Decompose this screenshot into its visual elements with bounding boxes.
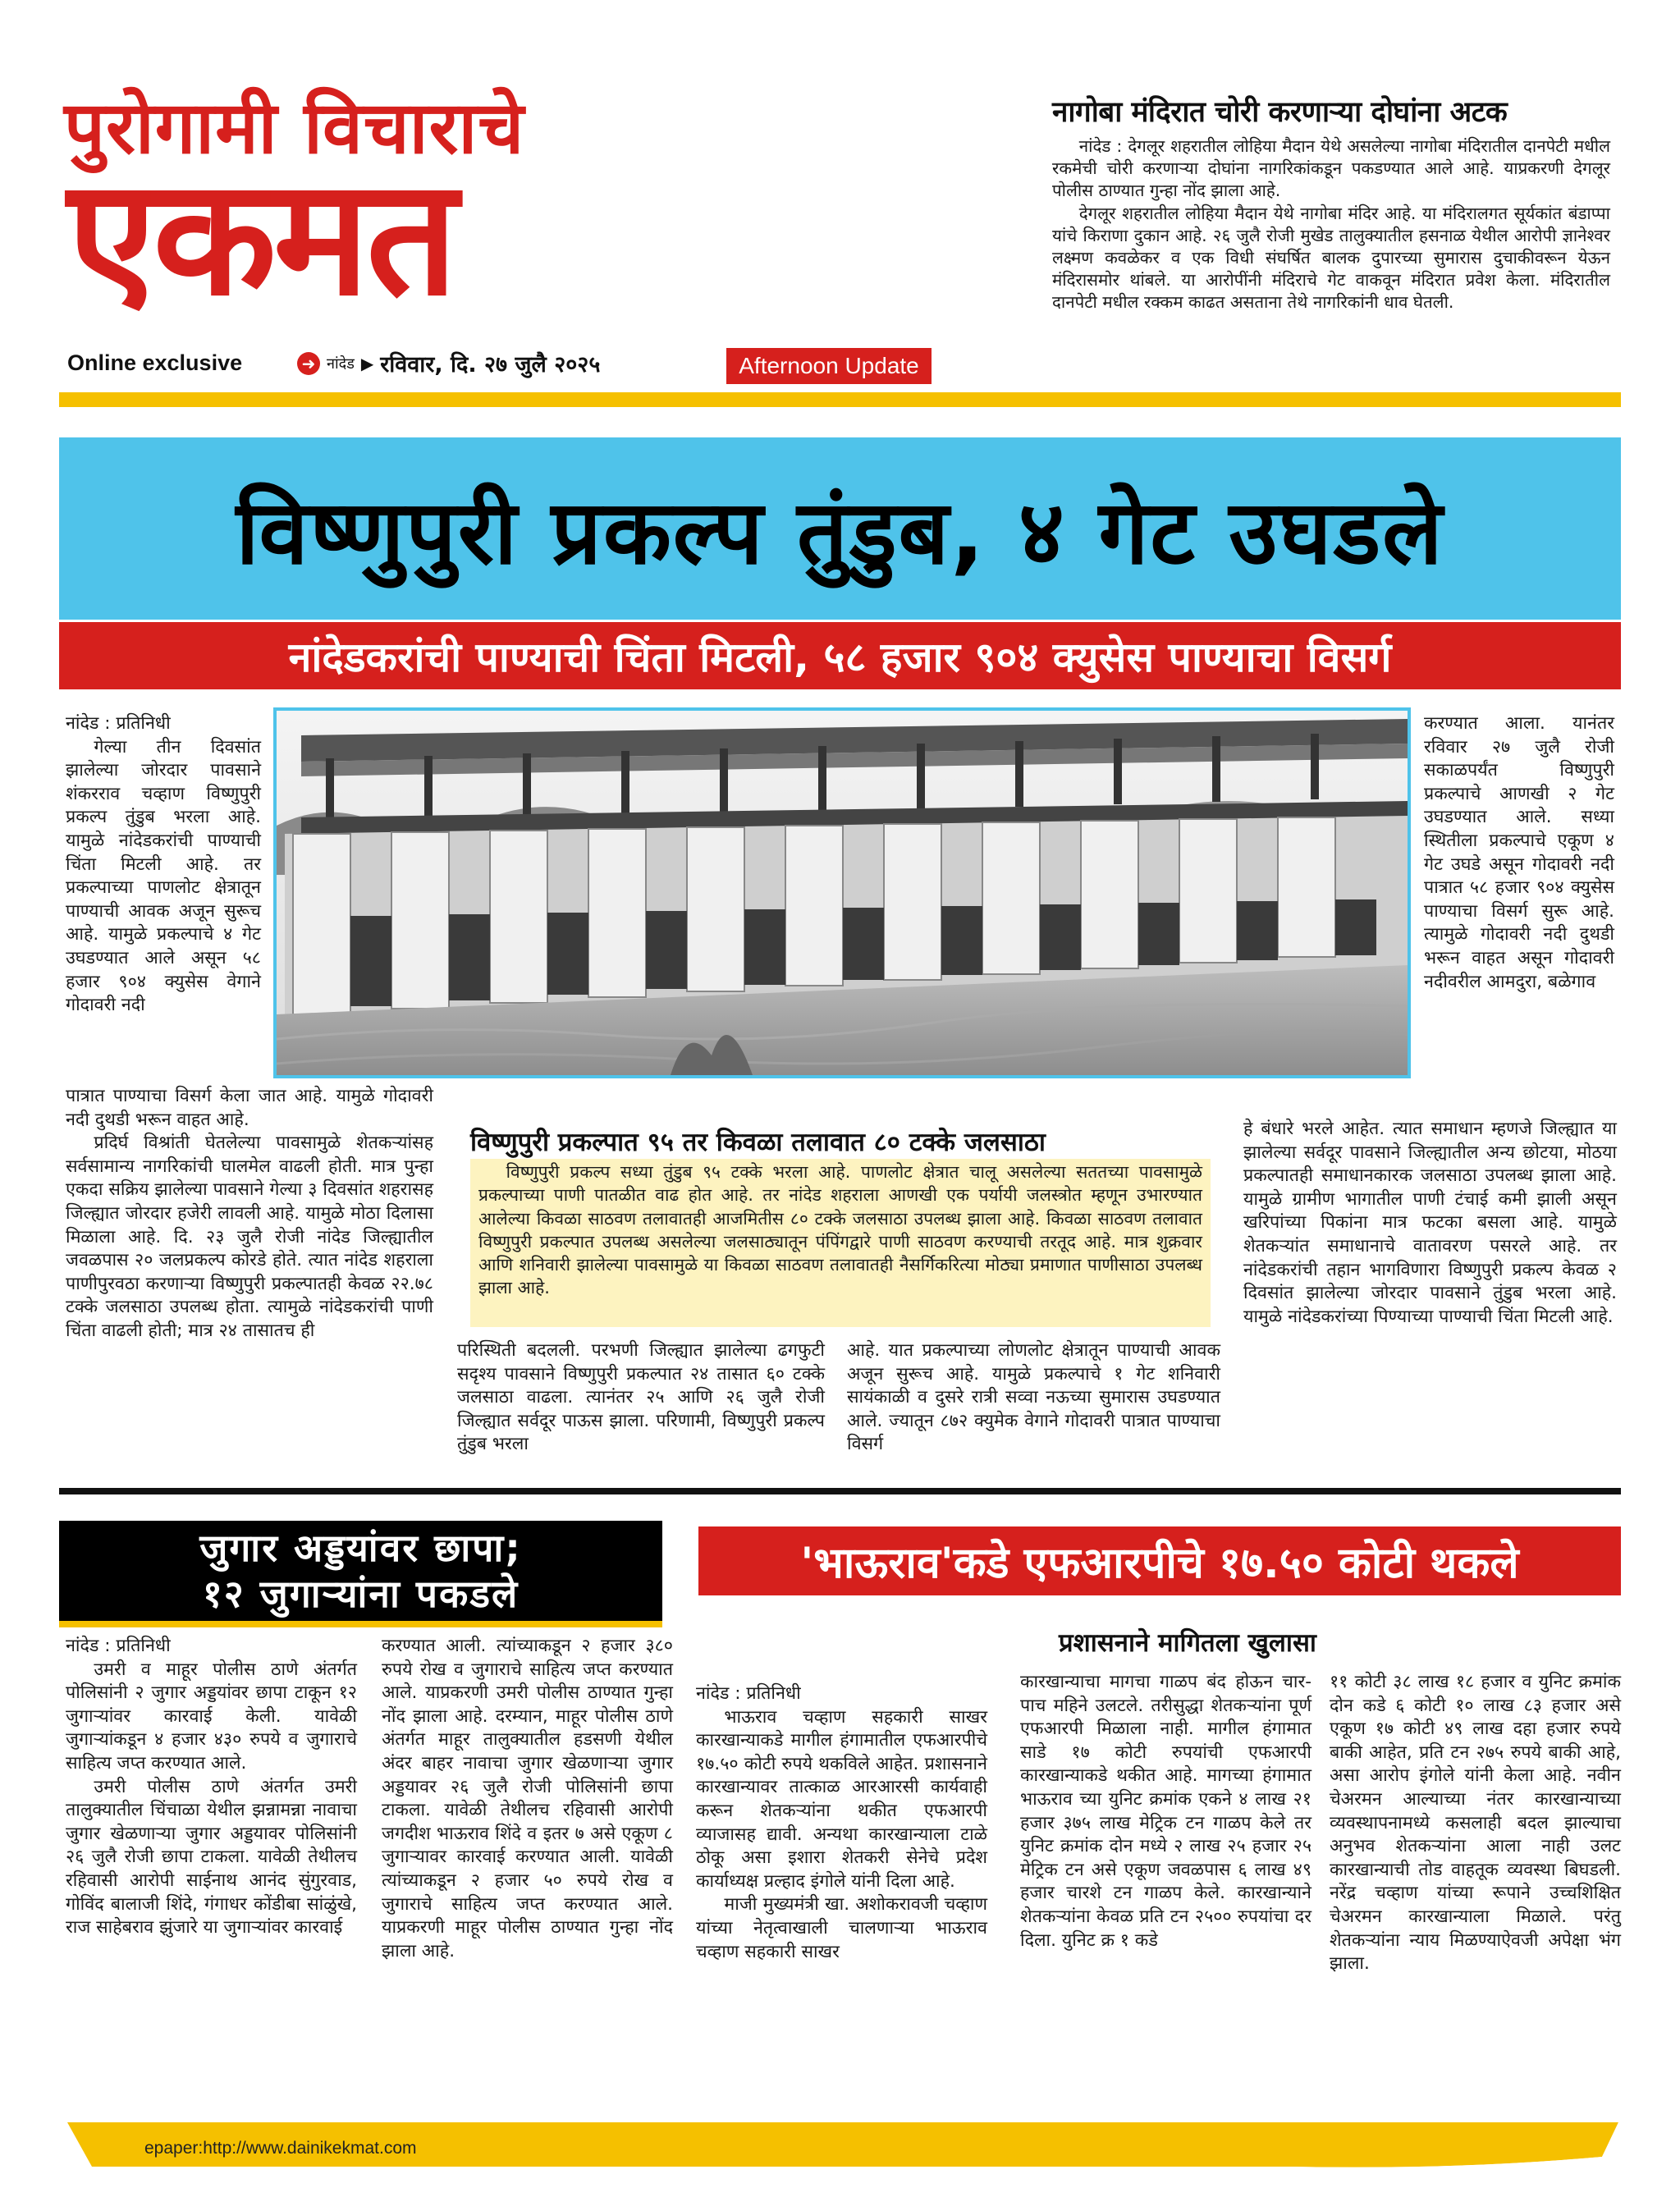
- section-divider: [59, 1488, 1621, 1494]
- dam-photo: [273, 707, 1411, 1078]
- main-col-left-wide: [66, 1085, 433, 1343]
- main-col-mid-2-text: आहे. यात प्रकल्पाच्या लोणलोट क्षेत्रातून पाण्याची आवक अजून सुरूच आहे. यामुळे प्रकल्पाचे १ गेट शनिवारी सायंकाळी व दुसरे रात्री सव्वा नऊच्या सुमारास उघडण्यात आले. ज्यातून ८७२ क्युमेक वेगाने गोदावरी पात्रात पाण्याचा विसर्ग: [847, 1340, 1220, 1455]
- gambling-col-2: [382, 1635, 673, 1963]
- gambling-byline: नांदेड : प्रतिनिधी: [66, 1636, 171, 1656]
- footer-url[interactable]: epaper:http://www.dainikekmat.com: [144, 2139, 417, 2158]
- bhaurao-headline-box: [698, 1526, 1621, 1595]
- bhaurao-headline: 'भाऊराव'कडे एफआरपीचे १७.५० कोटी थकले: [800, 1538, 1519, 1588]
- masthead-tagline: पुरोगामी विचाराचे: [64, 85, 525, 170]
- bhaurao-col-2: [1020, 1671, 1311, 1952]
- bhaurao-col-1b-text: माजी मुख्यमंत्री खा. अशोकरावजी चव्हाण यांच्या नेतृत्वाखाली चालणाऱ्या भाऊराव चव्हाण सहकारी साखर: [696, 1894, 987, 1962]
- gambling-col-2-text: करण्यात आली. त्यांच्याकडून २ हजार ३८० रुपये रोख व जुगाराचे साहित्य जप्त करण्यात आले. याप्रकरणी उमरी पोलीस ठाण्यात गुन्हा नोंद झाला आहे. दरम्यान, माहूर पोलीस ठाणे अंतर्गत माहूर तालुक्यातील हडसणी येथील अंदर बाहर नावाचा जुगार खेळणाऱ्या जुगार अड्डयावर २६ जुलै रोजी पोलिसांनी छापा टाकला. यावेळी तेथीलच रहिवासी आरोपी जगदीश भाऊराव शिंदे व इतर ७ असे एकूण ८ जुगाऱ्यावर कारवाई करण्यात आली. यावेळी त्यांच्याकडून २ हजार ५० रुपये रोख व जुगाराचे साहित्य जप्त करण्यात आले. याप्रकरणी माहूर पोलीस ठाण्यात गुन्हा नोंद झाला आहे.: [382, 1636, 673, 1961]
- main-subheadline: नांदेडकरांची पाण्याची चिंता मिटली, ५८ हजार ९०४ क्युसेस पाण्याचा विसर्ग: [288, 634, 1392, 681]
- bhaurao-byline: नांदेड : प्रतिनिधी: [696, 1683, 801, 1704]
- main-subheadline-banner: [59, 622, 1621, 689]
- top-story-body: [1052, 135, 1610, 314]
- gambling-headline-line-2: १२ जुगाऱ्यांना पकडले: [202, 1572, 520, 1616]
- dateline-city: नांदेड: [327, 355, 355, 373]
- bhaurao-col-3-text: ११ कोटी ३८ लाख १८ हजार व युनिट क्रमांक दोन कडे ६ कोटी १० लाख ८३ हजार असे एकूण १७ कोटी ४९ लाख दहा हजार रुपये बाकी आहेत, प्रति टन २७५ रुपये बाकी आहे, असा आरोप इंगोले यांनी केला आहे. नवीन चेअरमन आल्याच्या नंतर कारखान्याच्या व्यवस्थापनामध्ये कसलाही बदल झाल्याचा अनुभव शेतकऱ्यांना आला नाही उलट कारखान्याची तोड वाहतूक व्यवस्था बिघडली. नरेंद्र चव्हाण यांच्या रूपाने उच्चशिक्षित चेअरमन कारखान्याला मिळाले. परंतु शेतकऱ्यांना न्याय मिळण्याऐवजी अपेक्षा भंग झाला.: [1330, 1672, 1621, 1975]
- main-col-mid-1-text: परिस्थिती बदलली. परभणी जिल्ह्यात झालेल्या ढगफुटी सदृश्य पावसाने विष्णुपुरी प्रकल्पात २४ तासात ६० टक्के जलसाठा वाढला. त्यानंतर २५ आणि २६ जुलै रोजी जिल्ह्यात सर्वदूर पाऊस झाला. परिणामी, विष्णुपुरी प्रकल्प तुंडुब भरला: [457, 1340, 825, 1455]
- top-story-para-1: नांदेड : देगलूर शहरातील लोहिया मैदान येथे असलेल्या नागोबा मंदिरातील दानपेटी मधील रकमेची चोरी करणाऱ्या दोघांना नागरिकांकडून पकडण्यात आले आहे. याप्रकरणी देगलूर पोलीस ठाण्यात गुन्हा नोंद झाला आहे.: [1052, 136, 1610, 201]
- online-exclusive-label: Online exclusive: [67, 350, 243, 375]
- arrow-right-icon: ➜: [297, 352, 320, 375]
- main-headline: विष्णुपुरी प्रकल्प तुंडुब, ४ गेट उघडले: [236, 481, 1444, 584]
- top-story-headline: नागोबा मंदिरात चोरी करणाऱ्या दोघांना अटक: [1052, 96, 1508, 129]
- bhaurao-subheadline: प्रशासनाने मागितला खुलासा: [1059, 1628, 1316, 1658]
- play-icon: ▶: [360, 353, 374, 373]
- gambling-col-1b-text: उमरी पोलीस ठाणे अंतर्गत उमरी तालुक्यातील चिंचाळा येथील झन्नामन्ना नावाचा जुगार खेळणाऱ्या जुगार अड्डयावर पोलिसांनी २६ जुलै रोजी छापा टाकला. यावेळी तेथीलच रहिवासी आरोपी साईनाथ आनंद सुंगुरवाड, गोविंद बालाजी शिंदे, गंगाधर कोंडीबा सांळुंखे, राज साहेबराव झुंजारे या जुगाऱ्यांवर कारवाई: [66, 1776, 357, 1938]
- main-col-left-wide-text-2: प्रदिर्घ विश्रांती घेतलेल्या पावसामुळे शेतकऱ्यांसह सर्वसामान्य नागरिकांची घालमेल वाढली होती. मात्र पुन्हा एकदा सक्रिय झालेल्या पावसाने गेल्या ३ दिवसांत शहरासह जिल्ह्यात जोरदार हजेरी लावली आहे. यामुळे मोठा दिलासा मिळाला आहे. दि. २३ जुलै रोजी नांदेड जिल्ह्यातील जवळपास २० जलप्रकल्प कोरडे होते. त्यात नांदेड शहराला पाणीपुरवठा करणाऱ्या विष्णुपुरी प्रकल्पातही केवळ २२.७८ टक्के जलसाठा उपलब्ध होता. त्यामुळे नांदेडकरांची पाणी चिंता वाढली होती; मात्र २४ तासातच ही: [66, 1133, 433, 1341]
- header-divider: [59, 392, 1621, 407]
- gambling-col-1: [66, 1635, 357, 1940]
- gambling-headline-box: [59, 1521, 662, 1627]
- main-col-mid-1: [457, 1339, 825, 1457]
- bhaurao-col-2-text: कारखान्याचा मागचा गाळप बंद होऊन चार-पाच महिने उलटले. तरीसुद्धा शेतकऱ्यांना पूर्ण एफआरपी मिळाला नाही. मागील हंगामात साडे १७ कोटी रुपयांची एफआरपी कारखान्याकडे थकीत आहे. मागच्या हंगामात भाऊराव च्या युनिट क्रमांक एकने ४ लाख २१ हजार ३७५ लाख मेट्रिक टन गाळप केले तर युनिट क्रमांक दोन मध्ये २ लाख २५ हजार २५ मेट्रिक टन असे एकूण जवळपास ६ लाख ४९ हजार चारशे टन गाळप केले. कारखान्याने शेतकऱ्यांना केवळ प्रति टन २५०० रुपयांचा दर दिला. युनिट क्र १ कडे: [1020, 1672, 1311, 1951]
- gambling-col-1-text: उमरी व माहूर पोलीस ठाणे अंतर्गत पोलिसांनी २ जुगार अड्डयांवर छापा टाकून १२ जुगाऱ्यांवर कारवाई केली. यावेळी जुगाऱ्यांकडून ४ हजार ४३० रुपये व जुगाराचे साहित्य जप्त करण्यात आले.: [66, 1659, 357, 1774]
- main-headline-banner: [59, 437, 1621, 620]
- main-col-right-narrow-text: करण्यात आला. यानंतर रविवार २७ जुलै रोजी सकाळपर्यंत विष्णुपुरी प्रकल्पाचे आणखी २ गेट उघडण्यात आले. सध्या स्थितीला प्रकल्पाचे एकूण ४ गेट उघडे असून गोदावरी नदी पात्रात ५८ हजार ९०४ क्युसेस पाण्याचा विसर्ग सुरू आहे. त्यामुळे गोदावरी नदी दुथडी भरून वाहत असून गोदावरी नदीवरील आमदुरा, बळेगाव: [1424, 713, 1614, 992]
- dam-illustration: [277, 711, 1408, 1075]
- inset-body-text: विष्णुपुरी प्रकल्प सध्या तुंडुब ९५ टक्के भरला आहे. पाणलोट क्षेत्रात चालू असलेल्या सततच्या पावसामुळे प्रकल्पाच्या पाणी पातळीत वाढ होत आहे. तर नांदेड शहराला आणखी एक पर्यायी जलस्त्रोत म्हणून उभारण्यात आलेल्या किवळा साठवण तलावातही आजमितीस ८० टक्के जलसाठा उपलब्ध झाला आहे. किवळा साठवण तलावात विष्णुपुरी प्रकल्पात उपलब्ध असलेल्या जलसाठ्यातून पंपिंगद्वारे पाणी साठवण करण्याची तरतूद आहे. मात्र शुक्रवार आणि शनिवारी झालेल्या पावसामुळे या किवळा साठवण तलावातही नैसर्गिकरित्या मोठ्या प्रमाणात पाणीसाठा उपलब्ध झाला आहे.: [478, 1162, 1202, 1298]
- main-col-mid-2: [847, 1339, 1220, 1457]
- main-col-left-narrow-text: गेल्या तीन दिवसांत झालेल्या जोरदार पावसाने शंकरराव चव्हाण विष्णुपुरी प्रकल्प तुंडुब भरला आहे. यामुळे नांदेडकरांची पाण्याची चिंता मिटली आहे. तर प्रकल्पाच्या पाणलोट क्षेत्रातून पाण्याची आवक अजून सुरूच आहे. यामुळे प्रकल्पाचे ४ गेट उघडण्यात आले असून ५८ हजार ९०४ क्युसेस वेगाने गोदावरी नदी: [66, 736, 261, 1016]
- main-col-left-narrow: [66, 712, 261, 1018]
- gambling-headline-line-1: जुगार अड्डयांवर छापा;: [199, 1526, 522, 1570]
- main-col-left-wide-text-1: पात्रात पाण्याचा विसर्ग केला जात आहे. यामुळे गोदावरी नदी दुथडी भरून वाहत आहे.: [66, 1086, 433, 1130]
- bhaurao-col-1-text: भाऊराव चव्हाण सहकारी साखर कारखान्याकडे मागील हंगामातील एफआरपीचे १७.५० कोटी रुपये थकविले आहेत. प्रशासनाने कारखान्यावर तात्काळ आरआरसी कार्यवाही करून शेतकऱ्यांना थकीत एफआरपी व्याजासह द्यावी. अन्यथा कारखान्याला टाळे ठोकू असा इशारा शेतकरी सेनेचे प्रदेश कार्याध्यक्ष प्रल्हाद इंगोले यांनी दिला आहे.: [696, 1706, 987, 1892]
- bhaurao-col-3: [1330, 1671, 1621, 1976]
- afternoon-update-badge: Afternoon Update: [726, 348, 932, 384]
- dateline: [297, 348, 600, 378]
- main-byline: नांदेड : प्रतिनिधी: [66, 713, 171, 734]
- bhaurao-col-1: [696, 1682, 987, 1964]
- main-col-right-wide: [1243, 1118, 1617, 1329]
- dateline-date: रविवार, दि. २७ जुलै २०२५: [380, 352, 601, 378]
- inset-body: [478, 1160, 1202, 1300]
- top-story-para-2: देगलूर शहरातील लोहिया मैदान येथे नागोबा मंदिर आहे. या मंदिरालगत सूर्यकांत बंडाप्पा यांचे किराणा दुकान आहे. २६ जुलै रोजी मुखेड तालुक्यातील हसनाळ येथील आरोपी ज्ञानेश्वर लक्ष्मण कवळेकर व एक विधी संघर्षित बालक दुपारच्या सुमारास दुचाकीवरून येऊन मंदिरासमोर थांबले. या आरोपींनी मंदिराचे गेट वाकवून मंदिरात प्रवेश केला. मंदिरातील दानपेटी मधील रक्कम काढत असताना तेथे नागरिकांनी धाव घेतली.: [1052, 203, 1610, 313]
- main-col-right-narrow: [1424, 712, 1614, 994]
- masthead-logo: एकमत: [67, 144, 455, 332]
- main-col-right-wide-text: हे बंधारे भरले आहेत. त्यात समाधान म्हणजे जिल्ह्यात या झालेल्या सर्वदूर पावसाने जिल्ह्यातील अन्य छोटया, मोठया प्रकल्पातही समाधानकारक जलसाठा उपलब्ध झाला आहे. यामुळे ग्रामीण भागातील पाणी टंचाई कमी झाली असून खरिपांच्या पिकांना मात्र फटका बसला आहे. यामुळे शेतकऱ्यांत समाधानाचे वातावरण पसरले आहे. तर नांदेडकरांची तहान भागविणारा विष्णुपुरी प्रकल्प केवळ २ दिवसांत झालेल्या जोरदार पावसाने तुंडुब भरला आहे. यामुळे नांदेडकरांच्या पिण्याच्या पाण्याची चिंता मिटली आहे.: [1243, 1119, 1617, 1327]
- inset-headline: विष्णुपुरी प्रकल्पात ९५ तर किवळा तलावात ८० टक्के जलसाठा: [470, 1128, 1046, 1157]
